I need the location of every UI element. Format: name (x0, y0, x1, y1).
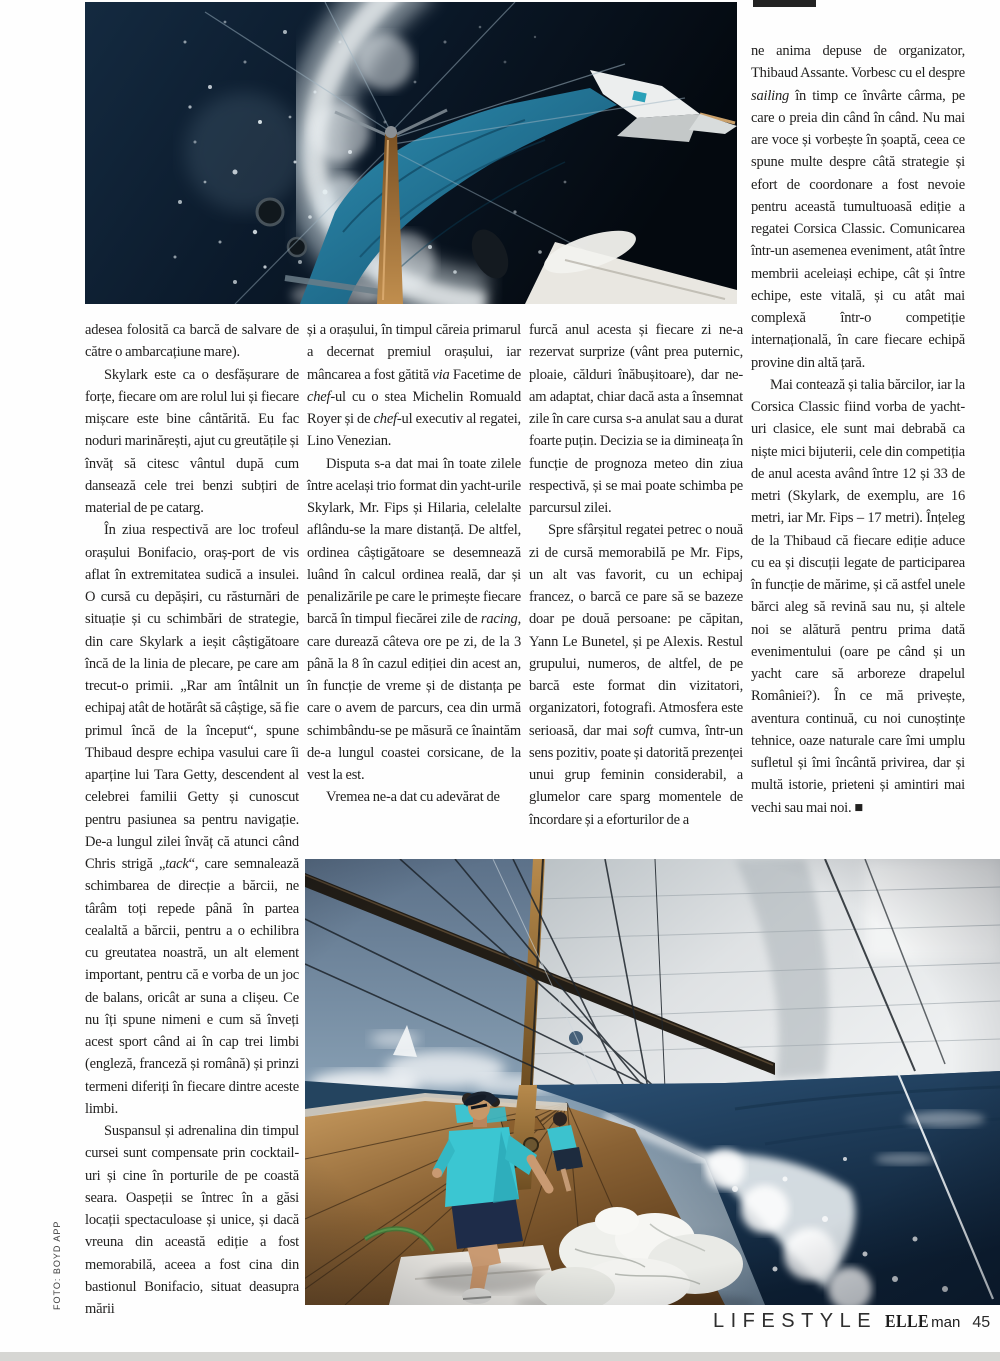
article-paragraph: Spre sfârșitul regatei petrec o nouă zi de cursă memorabilă pe Mr. Fips, un alt vas favorit, cu un echipaj francez, o barcă ce pare să se bazeze doar pe două persoane: pe căpitan, Yann Le Bunetel, și pe Alexis. Restul grupului, numeros, de altfel, de pe barcă este format din vizitatori, organizatori, fotografi. Atmosfera este serioasă, dar mai soft cumva, într-un sens pozitiv, poate și datorită prezenței unui grup feminin considerabil, a glumelor care sparg momentele de încordare și a eforturilor de a (529, 522, 743, 828)
article-paragraph: adesea folosită ca barcă de salvare de către o ambarcațiune mare). (85, 322, 299, 361)
article-paragraph: În ziua respectivă are loc trofeul orașului Bonifacio, oraș-port de vis aflat în extremitatea sudică a insulei. O cursă cu depășiri, cu răsturnări de situație și cu schimbări de strategie, din care Skylark a ieșit câștigătoare încă de la linia de plecare, pe care am trecut-o primii. „Rar am întâlnit un echipaj atât de hotărât să câștige, să fie primul încă de la început“, spune Thibaud despre echipa vasului care îi aparține lui Tara Getty, descendent al celebrei familii Getty și cunoscut pentru pasiunea sa pentru navigație. De-a lungul zilei învăț că atunci când Chris strigă „tack“, care semnalează schimbarea de direcție a bărcii, ne târâm toți repede până în partea cealaltă a bărcii, pentru a o echilibra cu greutatea noastră, un alt element important, pentru că e vorba de un joc de balans, oricât ar suna a clișeu. Ce nu îți spune nimeni e cum să înveți acest sport când ai în cap trei limbi (engleză, franceză și română) și prinzi termeni diferiți în fiecare dintre aceste limbi. (85, 522, 299, 1117)
page-footer (713, 1310, 990, 1333)
section-title: LIFESTYLE (713, 1310, 878, 1332)
photo-credit: FOTO: BOYD APP (52, 1220, 62, 1310)
page-edge-mark (753, 0, 816, 7)
article-paragraph: furcă anul acesta și fiecare zi ne-a rezervat surprize (vânt prea puternic, ploaie, călduri înăbușitoare), dar ne-am adaptat, chiar dacă asta a însemnat zile în care cursa s-a anulat sau a durat foarte puțin. Decizia se ia dimineața în funcție de prognoza meteo din ziua respectivă, și se mai poate schimba pe parcursul zilei. (529, 322, 743, 516)
vignette (305, 859, 1000, 1305)
aerial-yacht-photo (85, 2, 737, 304)
article-paragraph: ne anima depuse de organizator, Thibaud Assante. Vorbesc cu el despre sailing în timp ce învârte cârma, pe care o preia din când în când. Nu mai are voce și vorbește în șoaptă, ceea ce spune multe despre câtă strategie și efort de coordonare a fost nevoie pentru această tumultuoasă ediție a regatei Corsica Classic. Comunicarea într-un asemenea eveniment, atât între membrii aceleiași echipe, cât și între echipe, este vitală, și cu atât mai complexă într-o competiție internațională, în care fiecare echipă provine din altă țară. (751, 43, 965, 371)
article-column-3 (529, 319, 743, 831)
article-paragraph: Vremea ne-a dat cu adevărat de (326, 789, 500, 806)
page-number: 45 (972, 1314, 991, 1331)
article-paragraph: Disputa s-a dat mai în toate zilele între același trio format din yacht-urile Skylark, Mr. Fips și Hilaria, celelalte aflându-se la mare distanță. De altfel, ordinea câștigătoare se desemnează luând în calcul ordinea reală, dar și penalizările pe care le primește fiecare barcă în timpul fiecărei zile de racing, care durează câteva ore pe zi, de la 3 până la 8 în cazul ediției din acest an, în funcție de vreme și de distanța pe care o avem de parcurs, cea din urmă schimbându-se pe măsură ce înaintăm de-a lungul coastei corsicane, de la vest la est. (307, 455, 521, 783)
article-paragraph: și a orașului, în timpul căreia primarul a decernat premiul orașului, iar mâncarea a fost gătită via Facetime de chef-ul cu o stea Michelin Romuald Royer și de chef-ul executiv al regatei, Lino Venezian. (307, 322, 521, 450)
article-paragraph: Suspansul și adrenalina din timpul cursei sunt compensate prin cocktail-uri și cine în porturile de pe coastă seara. Oaspeții se întrec în a găsi locații spectaculoase și unice, și dacă vreuna din această ediție a fost memorabilă, aceea a fost cina din bastionul Bonifacio, situat deasupra mării (85, 1123, 299, 1317)
aerial-yacht-illustration (85, 2, 737, 304)
sailing-deck-illustration (305, 859, 1000, 1305)
article-column-2 (307, 319, 521, 809)
article-paragraph: Mai contează și talia bărcilor, iar la Corsica Classic fiind vorba de yacht-uri clasice, ele sunt mai debrabă ca niște mici bijuterii, cele din competiția de anul acesta având între 12 și 33 de metri (Skylark, de exemplu, are 16 metri, iar Mr. Fips – 17 metri). Înțeleg de la Thibaud că fiecare ediție aduce cu ea și discuții legate de participarea în funcție de mărime, și că astfel unele bărci aleg să revină sau nu, și altele noi se alătură pentru prima dată evenimentului (oare pe când și un yacht care să arboreze drapelul României?). În ce mă privește, aventura continuă, cu noi cunoștințe tehnice, oaze naturale care îmi umplu sufletul și îmi încântă privirea, dar și multă istorie, prieteni și amintiri mai vechi sau mai noi. ■ (751, 376, 965, 816)
article-paragraph: Skylark este ca o desfășurare de forțe, fiecare om are rolul lui și fiecare mișcare este bine cântărită. Eu fac noduri marinărești, ajut cu greutățile și învăț să citesc vântul după cum dansează cele trei benzi subțiri de material de pe catarg. (85, 366, 299, 516)
deck-winch (257, 199, 283, 225)
article-column-4 (751, 40, 965, 819)
magazine-logo (885, 1311, 960, 1332)
page-bottom-edge (0, 1352, 1000, 1361)
magazine-logo-elle: ELLE (885, 1311, 930, 1331)
magazine-logo-man: man (931, 1314, 961, 1331)
sailing-deck-photo (305, 859, 1000, 1305)
article-column-1 (85, 319, 299, 1320)
